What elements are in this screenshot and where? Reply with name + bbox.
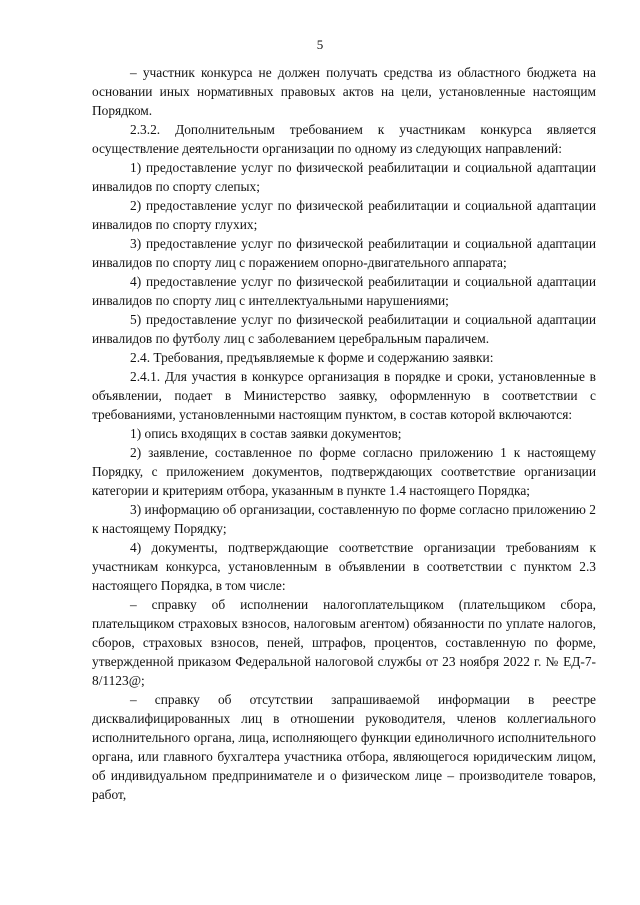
list-item-tax-certificate: – справку об исполнении налогоплательщиком (плательщиком сбора, плательщиком страховых взносов, налоговым агентом) обязанности по уплате налогов, сборов, страховых взносов, пеней, штрафов, процентов, составленную по форме, утвержденной приказом Федеральной налоговой службы от 23 ноября 2022 г. № ЕД-7-8/1123@;: [92, 597, 596, 688]
page-number: 5: [316, 37, 324, 52]
list-item-direction-4: 4) предоставление услуг по физической реабилитации и социальной адаптации инвалидов по спорту лиц с интеллектуальными нарушениями;: [92, 274, 596, 308]
list-item-document-2: 2) заявление, составленное по форме согласно приложению 1 к настоящему Порядку, с приложением документов, подтверждающих соответствие организации категории и критериям отбора, указанным в пункте 1.4 настоящего Порядка;: [92, 445, 596, 498]
paragraph-participant-condition: – участник конкурса не должен получать средства из областного бюджета на основании иных нормативных правовых актов на цели, установленные настоящим Порядком.: [92, 65, 596, 118]
list-item-document-3: 3) информацию об организации, составленную по форме согласно приложению 2 к настоящему Порядку;: [92, 502, 596, 536]
list-item-direction-2: 2) предоставление услуг по физической реабилитации и социальной адаптации инвалидов по спорту глухих;: [92, 198, 596, 232]
list-item-direction-5: 5) предоставление услуг по физической реабилитации и социальной адаптации инвалидов по футболу лиц с заболеванием церебральным параличем.: [92, 312, 596, 346]
list-item-document-4: 4) документы, подтверждающие соответствие организации требованиям к участникам конкурса, установленным в объявлении в соответствии с пунктом 2.3 настоящего Порядка, в том числе:: [92, 540, 596, 593]
document-body: [92, 63, 596, 804]
paragraph-2-3-2: 2.3.2. Дополнительным требованием к участникам конкурса является осуществление деятельности организации по одному из следующих направлений:: [92, 122, 596, 156]
list-item-direction-3: 3) предоставление услуг по физической реабилитации и социальной адаптации инвалидов по спорту лиц с поражением опорно-двигательного аппарата;: [92, 236, 596, 270]
section-heading-2-4: 2.4. Требования, предъявляемые к форме и содержанию заявки:: [130, 350, 494, 365]
list-item-disqualified-registry-certificate: – справку об отсутствии запрашиваемой информации в реестре дисквалифицированных лиц в отношении руководителя, членов коллегиального исполнительного органа, лица, исполняющего функции единоличного исполнительного органа, или главного бухгалтера участника отбора, являющегося юридическим лицом, об индивидуальном предпринимателе и о физическом лице – производителе товаров, работ,: [92, 692, 596, 802]
paragraph-2-4-1: 2.4.1. Для участия в конкурсе организация в порядке и сроки, установленные в объявлении, подает в Министерство заявку, оформленную в соответствии с требованиями, установленными настоящим пунктом, в состав которой включаются:: [92, 369, 596, 422]
list-item-direction-1: 1) предоставление услуг по физической реабилитации и социальной адаптации инвалидов по спорту слепых;: [92, 160, 596, 194]
list-item-document-1: 1) опись входящих в состав заявки документов;: [130, 426, 402, 441]
